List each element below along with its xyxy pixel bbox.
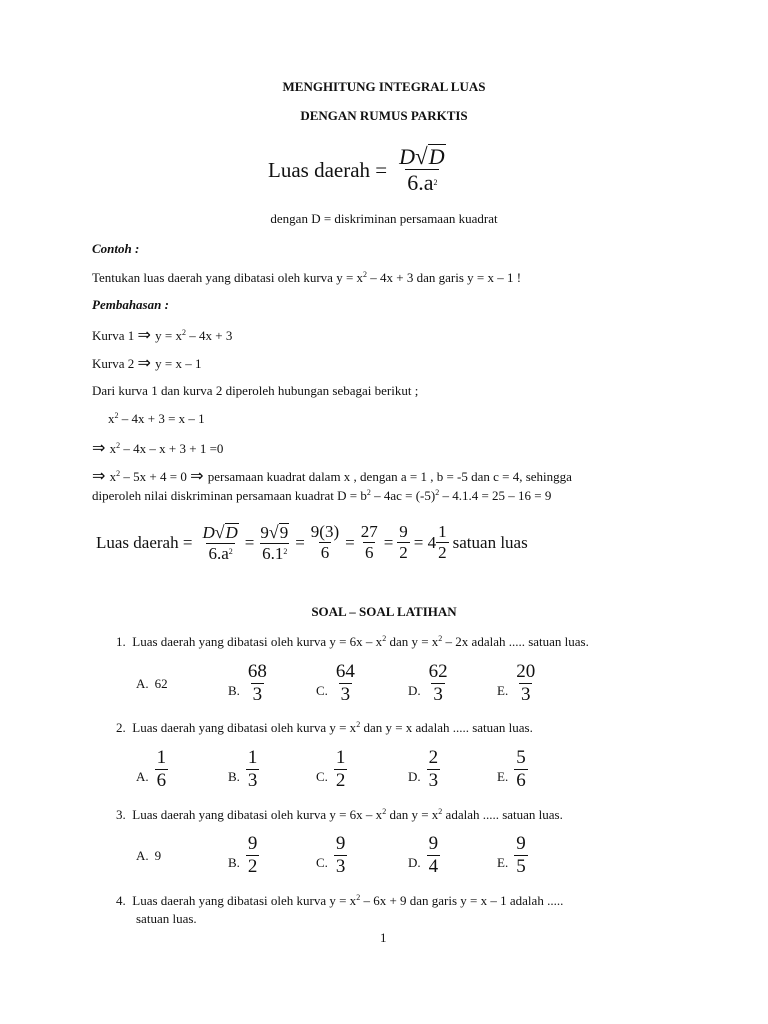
q3-option-b[interactable]: B. $\frac{9}{2}$ [228, 833, 258, 877]
q2-option-c[interactable]: C. $\frac{1}{2}$ [316, 747, 346, 791]
calc-mixed-whole: = 4 [413, 533, 437, 552]
curve1-line: Kurva 1 ⇒ $y = x^2 - 4x + 3$ [92, 325, 233, 344]
calc-mixed-frac: $\frac{1}{2}$ [438, 522, 447, 563]
q1-option-d[interactable]: D. $\frac{62}{3}$ [408, 661, 448, 705]
formula-num-rad: D [428, 144, 445, 170]
step4-line: diperoleh nilai diskriminan persamaan kuadrat $D = b^2 - 4ac = (-5)^2 - 4.1.4 = 25 - 16 = 9$ [92, 488, 552, 503]
document-title: MENGHITUNG INTEGRAL LUAS [282, 79, 486, 94]
implies-arrow-icon: ⇒ [137, 353, 151, 372]
question-3: 3. Luas daerah yang dibatasi oleh kurva $y = 6x - x^2$ dan $y = x^2$ adalah ..... satuan luas. [116, 807, 563, 822]
formula-lhs: Luas daerah = [268, 157, 388, 182]
calc-unit: satuan luas [452, 533, 528, 552]
document-subtitle: DENGAN RUMUS PARKTIS [300, 108, 468, 123]
calc-eq: = [244, 533, 255, 552]
exercises-heading: SOAL – SOAL LATIHAN [311, 604, 457, 619]
q3-option-c[interactable]: C. $\frac{9}{3}$ [316, 833, 346, 877]
calc-frac-2: 9 √ 9 $6.1^2$ [260, 521, 289, 563]
calc-lhs: Luas daerah = [96, 533, 193, 552]
calc-equation [96, 516, 528, 570]
step1-line: $x^2 - 4x + 3 = x - 1$ [108, 411, 205, 426]
solution-heading: Pembahasan : [92, 297, 169, 312]
implies-arrow-icon: ⇒ [137, 325, 151, 344]
q2-option-e[interactable]: E. $\frac{5}{6}$ [497, 747, 526, 791]
sqrt-icon: √ [214, 521, 225, 542]
curve2-line: Kurva 2 ⇒ y = x – 1 [92, 353, 202, 372]
question-3-options [0, 834, 768, 884]
question-2-options [0, 748, 768, 798]
q2-option-b[interactable]: B. $\frac{1}{3}$ [228, 747, 258, 791]
question-4-continuation: satuan luas. [136, 911, 197, 926]
intro-text: dengan D = diskriminan persamaan kuadrat [270, 211, 498, 226]
q1-option-a[interactable]: A. 62 [136, 676, 168, 691]
calc-eq: = [345, 533, 355, 552]
formula-den: 6.a [407, 170, 434, 196]
step2-line: ⇒ $x^2 - 4x - x + 3 + 1 =0$ [92, 438, 224, 457]
page-number: 1 [380, 930, 387, 945]
q2-option-d[interactable]: D. $\frac{2}{3}$ [408, 747, 439, 791]
calc-frac-5: $\frac{9}{2}$ [399, 522, 408, 563]
example-heading: Contoh : [92, 241, 140, 256]
calc-frac-4: $\frac{27}{6}$ [360, 522, 378, 563]
q3-option-d[interactable]: D. $\frac{9}{4}$ [408, 833, 439, 877]
example-problem: Tentukan luas daerah yang dibatasi oleh kurva $y = x^2 - 4x + 3$ dan garis y = x – 1 ! [92, 270, 522, 285]
q1-option-b[interactable]: B. $\frac{68}{3}$ [228, 661, 267, 705]
calc-eq: = [295, 533, 305, 552]
calc-frac-1: D √ D $6.a^2$ [202, 521, 238, 563]
question-2: 2. Luas daerah yang dibatasi oleh kurva $y = x^2$ dan y = x adalah ..... satuan luas. [116, 720, 533, 735]
q1-option-e[interactable]: E. $\frac{20}{3}$ [497, 661, 536, 705]
formula-fraction [397, 144, 447, 195]
calc-eq: = [383, 533, 394, 552]
q2-option-a[interactable]: A. $\frac{1}{6}$ [136, 747, 167, 791]
implies-arrow-icon: ⇒ [92, 438, 106, 457]
question-4: 4. Luas daerah yang dibatasi oleh kurva $y = x^2 - 6x + 9$ dan garis y = x – 1 adalah ..... [116, 893, 564, 908]
formula-num-d: D [399, 144, 416, 170]
implies-arrow-icon: ⇒ [92, 466, 106, 485]
q3-option-a[interactable]: A. 9 [136, 848, 162, 863]
formula-den-exp: 2 [433, 178, 438, 188]
calc-frac-3: $\frac{9(3)}{6}$ [310, 522, 340, 563]
question-1: 1. Luas daerah yang dibatasi oleh kurva $y = 6x - x^2$ dan $y = x^2 - 2x$ adalah ..... satuan luas. [116, 634, 589, 649]
question-1-options [0, 662, 768, 712]
implies-arrow-icon: ⇒ [190, 466, 204, 485]
step3-line: ⇒ $x^2 - 5x + 4 = 0$ ⇒ persamaan kuadrat dalam x , dengan a = 1 , b = -5 dan c = 4, sehingga [92, 466, 572, 485]
q1-option-c[interactable]: C. $\frac{64}{3}$ [316, 661, 355, 705]
sqrt-icon: √ [415, 143, 428, 170]
relation-text: Dari kurva 1 dan kurva 2 diperoleh hubungan sebagai berikut ; [92, 383, 419, 398]
main-formula [268, 140, 448, 200]
sqrt-icon: √ [268, 521, 279, 542]
q3-option-e[interactable]: E. $\frac{9}{5}$ [497, 833, 526, 877]
